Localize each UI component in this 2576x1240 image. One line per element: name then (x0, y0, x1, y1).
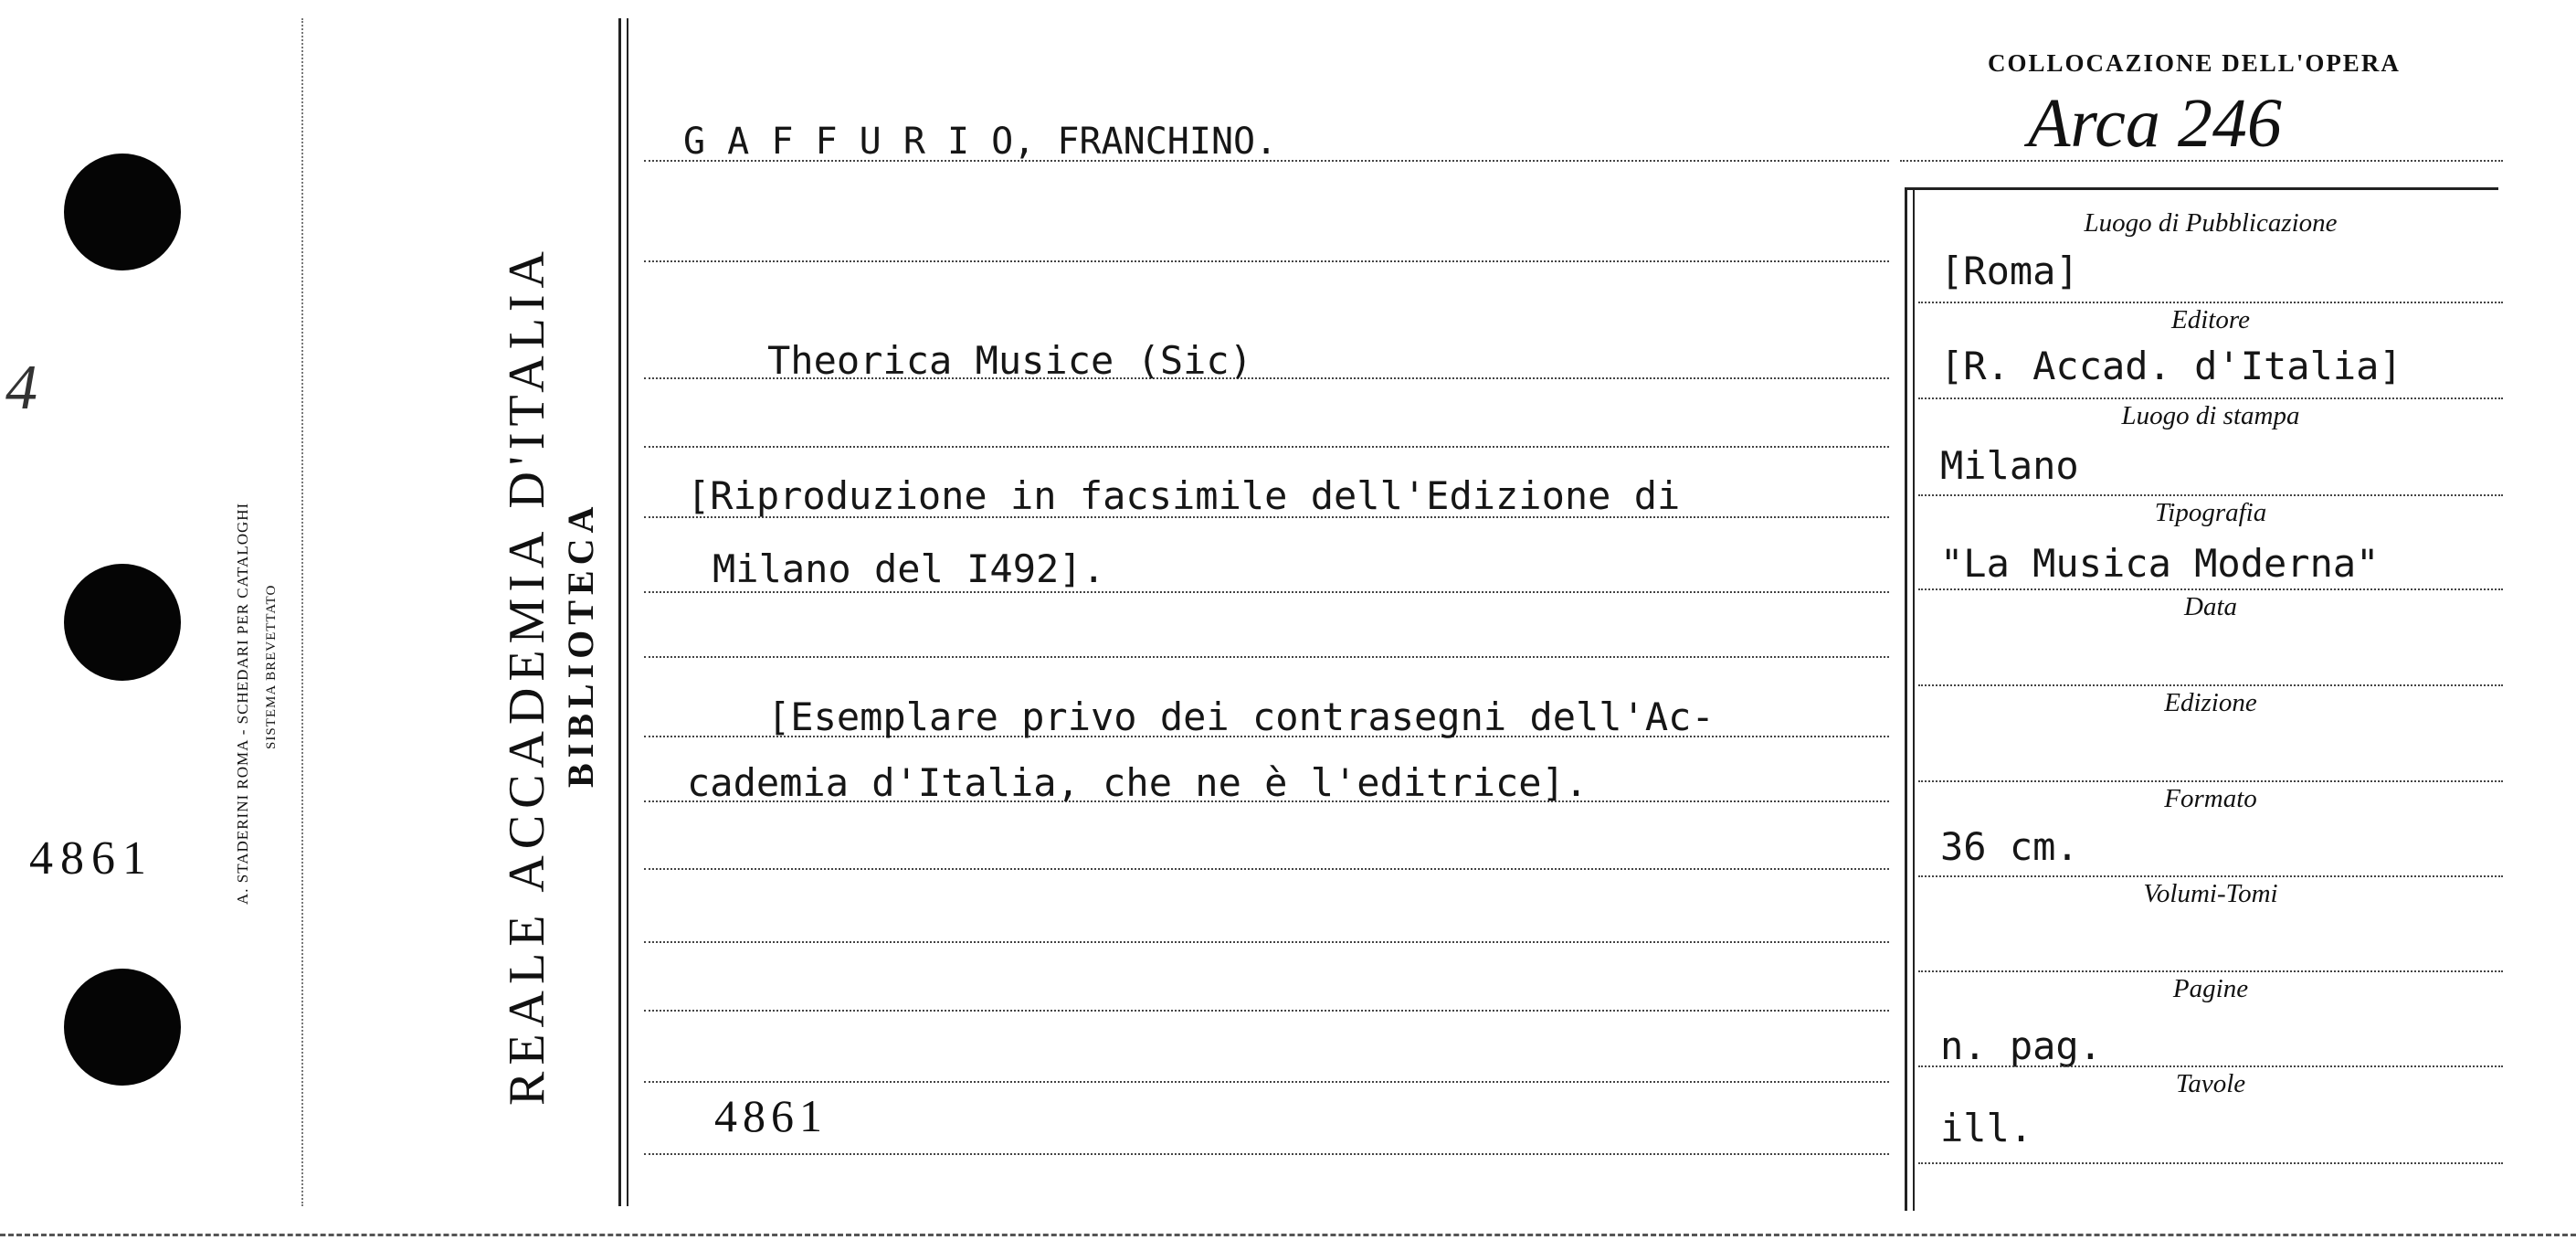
rule (1900, 160, 2503, 162)
rule (1918, 780, 2503, 782)
field-value-tavole: ill. (1940, 1106, 2033, 1150)
institution-name: REALE ACCADEMIA D'ITALIA (499, 245, 555, 1106)
punch-hole-top (64, 154, 181, 270)
field-label-data: Data (2184, 592, 2237, 621)
note-copy-line1: [Esemplare privo dei contrasegni dell'Ac- (767, 694, 1715, 739)
rule (644, 446, 1889, 448)
rule (644, 1153, 1889, 1155)
field-label-editore: Editore (2171, 305, 2250, 334)
rule (1918, 302, 2503, 303)
stub-perforation (301, 18, 303, 1206)
shelfmark: Arca 246 (2028, 85, 2282, 162)
collocation-heading: COLLOCAZIONE DELL'OPERA (1988, 49, 2401, 77)
punch-hole-middle (64, 564, 181, 681)
rule (1918, 684, 2503, 686)
rule (1918, 875, 2503, 877)
printer-imprint-line2: SISTEMA BREVETTATO (264, 584, 279, 749)
field-box-top (1905, 187, 2498, 190)
rule (644, 1081, 1889, 1083)
field-value-luogo-stampa: Milano (1940, 443, 2079, 488)
margin-glyph: 4 (5, 353, 37, 423)
field-label-edizione: Edizione (2164, 688, 2257, 717)
field-value-pagine: n. pag. (1940, 1023, 2103, 1068)
field-box-left-inner (1913, 187, 1915, 1211)
field-value-formato: 36 cm. (1940, 824, 2079, 869)
punch-hole-bottom (64, 969, 181, 1086)
card-left-border (618, 18, 621, 1206)
field-label-tavole: Tavole (2175, 1069, 2246, 1098)
margin-number: 4861 (29, 832, 153, 885)
field-label-volumi: Volumi-Tomi (2143, 879, 2278, 908)
rule (644, 868, 1889, 870)
note-facsimile-line2: Milano del I492]. (713, 546, 1105, 591)
field-label-luogo-pubblicazione: Luogo di Pubblicazione (2084, 208, 2338, 238)
rule (1918, 494, 2503, 496)
rule (644, 656, 1889, 658)
rule (1918, 588, 2503, 590)
rule (1918, 1162, 2503, 1164)
rule (644, 591, 1889, 593)
rule (1918, 970, 2503, 972)
field-label-pagine: Pagine (2172, 974, 2249, 1003)
field-label-tipografia: Tipografia (2154, 498, 2267, 527)
field-label-luogo-stampa: Luogo di stampa (2121, 401, 2300, 430)
rule (644, 1010, 1889, 1012)
work-title: Theorica Musice (Sic) (767, 338, 1253, 383)
field-box-left (1905, 187, 1907, 1211)
rule (1918, 397, 2503, 399)
rule (644, 260, 1889, 262)
institution-section: BIBLIOTECA (560, 501, 601, 788)
field-value-luogo-pubblicazione: [Roma] (1940, 249, 2079, 293)
rule (1918, 1065, 2503, 1067)
rule (644, 941, 1889, 943)
field-value-editore: [R. Accad. d'Italia] (1940, 344, 2402, 388)
field-value-tipografia: "La Musica Moderna" (1940, 541, 2380, 586)
field-label-formato: Formato (2164, 784, 2257, 813)
card-bottom-edge (0, 1234, 2576, 1236)
note-copy-line2: cademia d'Italia, che ne è l'editrice]. (687, 760, 1589, 805)
author-heading: G A F F U R I O, FRANCHINO. (683, 121, 1278, 163)
inventory-number: 4861 (714, 1090, 828, 1141)
card-left-border-inner (627, 18, 628, 1206)
note-facsimile-line1: [Riproduzione in facsimile dell'Edizione di (687, 473, 1681, 518)
printer-imprint-line1: A. STADERINI ROMA - SCHEDARI PER CATALOGHI (234, 502, 251, 905)
